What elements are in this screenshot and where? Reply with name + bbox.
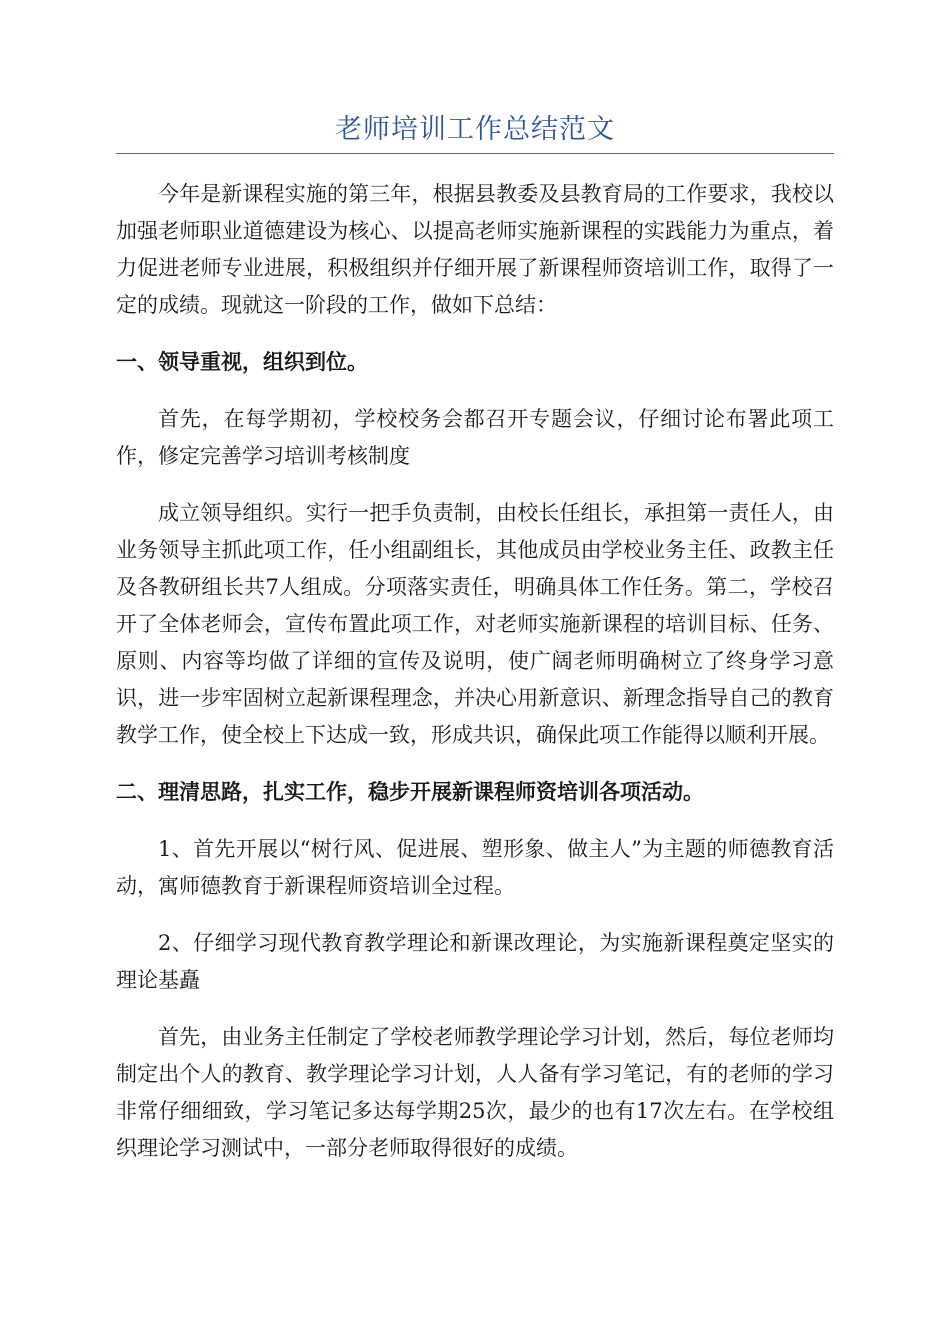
document-body [116,176,834,1187]
paragraph: 2、仔细学习现代教育教学理论和新课改理论，为实施新课程奠定坚实的理论基矗 [116,931,834,992]
paragraph: 1、首先开展以“树行风、促进展、塑形象、做主人”为主题的师德教育活动，寓师德教育于新课程师资培训全过程。 [116,837,834,898]
document-title: 老师培训工作总结范文 [335,114,615,145]
paragraph: 首先，在每学期初，学校校务会都召开专题会议，仔细讨论布署此项工作，修定完善学习培训考核制度 [116,407,834,468]
paragraph: 首先，由业务主任制定了学校老师教学理论学习计划，然后，每位老师均制定出个人的教育、教学理论学习计划，人人备有学习笔记，有的老师的学习非常仔细细致，学习笔记多达每学期25次，最少的也有17次左右。在学校组织理论学习测试中，一部分老师取得很好的成绩。 [116,1025,834,1160]
title-underline [116,153,834,154]
section-heading-2: 二、理清思路，扎实工作，稳步开展新课程师资培训各项活动。 [116,780,704,804]
paragraph-intro: 今年是新课程实施的第三年，根据县教委及县教育局的工作要求，我校以加强老师职业道德建设为核心、以提高老师实施新课程的实践能力为重点，着力促进老师专业进展，积极组织并仔细开展了新课程师资培训工作，取得了一定的成绩。现就这一阶段的工作，做如下总结： [116,182,834,317]
section-heading-1: 一、领导重视，组织到位。 [116,350,368,374]
paragraph: 成立领导组织。实行一把手负责制，由校长任组长，承担第一责任人，由业务领导主抓此项工作，任小组副组长，其他成员由学校业务主任、政教主任及各教研组长共7人组成。分项落实责任，明确具体工作任务。第二，学校召开了全体老师会，宣传布置此项工作，对老师实施新课程的培训目标、任务、原则、内容等均做了详细的宣传及说明，使广阔老师明确树立了终身学习意识，进一步牢固树立起新课程理念，并决心用新意识、新理念指导自己的教育教学工作，使全校上下达成一致，形成共识，确保此项工作能得以顺利开展。 [116,501,834,747]
